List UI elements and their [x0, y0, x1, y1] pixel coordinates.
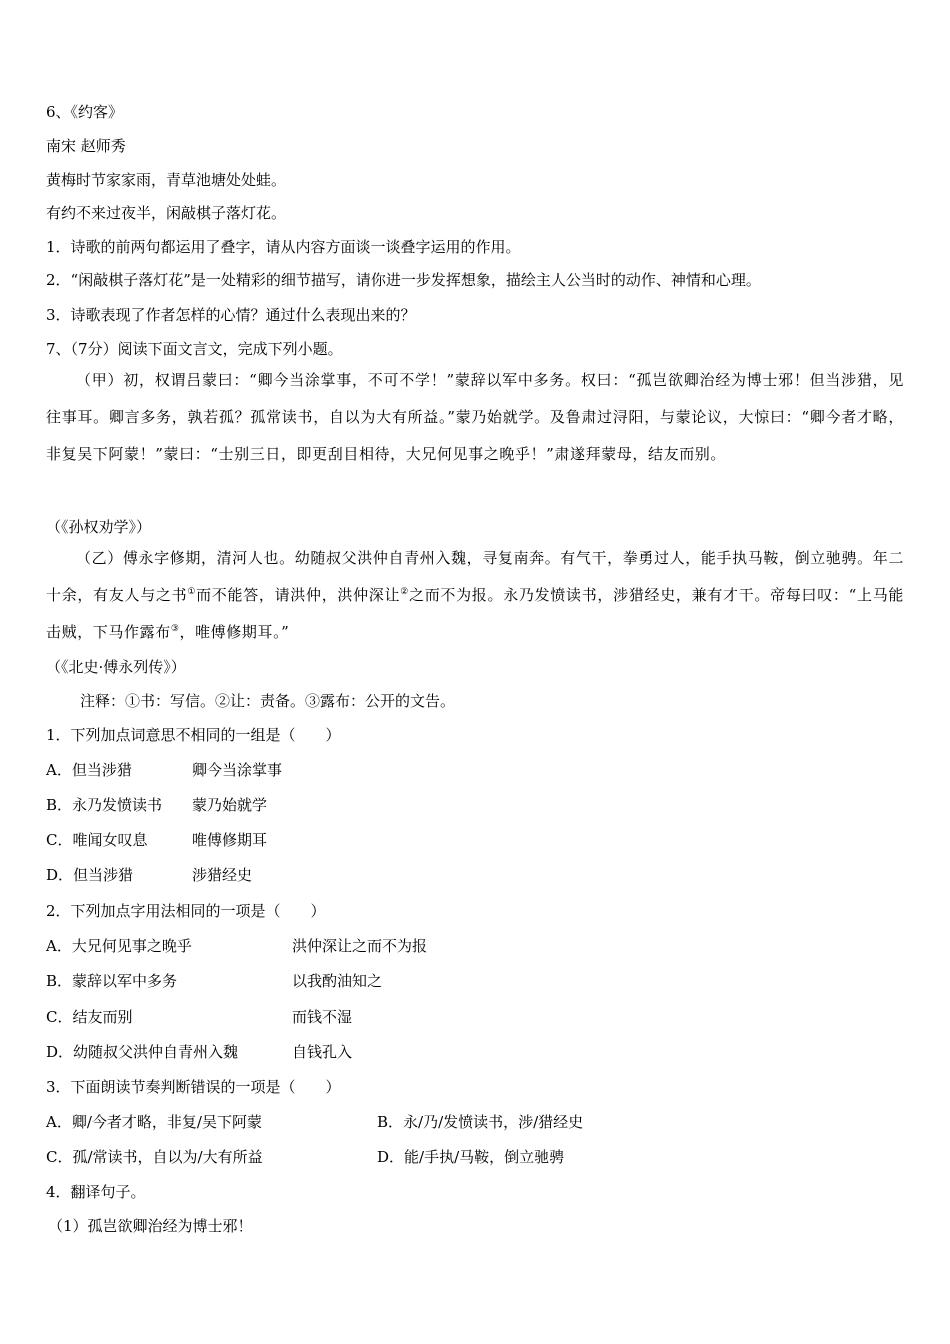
poem-question-2: 2．“闲敲棋子落灯花”是一处精彩的细节描写，请你进一步发挥想象，描绘主人公当时的动作、神情和心理。: [46, 271, 761, 289]
q7-header: 7、（7分）阅读下面文言文，完成下列小题。: [46, 340, 343, 358]
sub3-option-d: D．能/手执/马鞍，倒立驰骋: [377, 1148, 565, 1166]
poem-title: 6、《约客》: [46, 103, 124, 121]
sub3-option-b: B．永/乃/发愤读书，涉/猎经史: [377, 1113, 584, 1131]
annotation-notes: 注释：①书：写信。②让：责备。③露布：公开的文告。: [80, 692, 456, 710]
poem-question-3: 3．诗歌表现了作者怎样的心情？通过什么表现出来的？: [46, 306, 416, 324]
sub1-option-d-right: 涉猎经史: [192, 866, 253, 884]
footnote-mark-3: ③: [170, 624, 180, 634]
sub3-option-c: C．孤/常读书，自以为/大有所益: [46, 1148, 263, 1166]
sub2-option-b-right: 以我酌油知之: [292, 972, 383, 990]
sub2-option-c: C．结友而别: [46, 1008, 133, 1026]
sub2-option-b: B．蒙辞以军中多务: [46, 972, 178, 990]
footnote-mark-2: ②: [400, 587, 409, 597]
poem-question-1: 1．诗歌的前两句都运用了叠字，请从内容方面谈一谈叠字运用的作用。: [46, 238, 521, 256]
sub2-question: 2．下列加点字用法相同的一项是（ ）: [46, 902, 326, 920]
sub4-question: 4．翻译句子。: [46, 1183, 146, 1201]
sub1-option-a-right: 卿今当涂掌事: [192, 761, 283, 779]
source-a: （《孙权劝学》）: [46, 518, 152, 536]
sub4-item-1: （1）孤岂欲卿治经为博士邪！: [48, 1217, 253, 1235]
passage-b: （乙）傅永字修期，清河人也。幼随叔父洪仲自青州入魏，寻复南奔。有气干，拳勇过人，能手执马鞍，倒立驰骋。年二十余，有友人与之书①而不能答，请洪仲，洪仲深让②之而不为报。永乃发愤读书，涉猎经史，兼有才干。帝每曰叹：“上马能击贼，下马作露布③，唯傅修期耳。”: [46, 549, 905, 641]
sub1-option-b: B．永乃发愤读书: [46, 796, 163, 814]
sub2-option-a: A．大兄何见事之晚乎: [46, 937, 192, 955]
passage-a: （甲）初，权谓吕蒙曰：“卿今当涂掌事，不可不学！”蒙辞以军中多务。权曰：“孤岂欲卿治经为博士邪！但当涉猎，见往事耳。卿言多务，孰若孤？孤常读书，自以为大有所益。”蒙乃始就学。及鲁肃过浔阳，与蒙论议，大惊曰：“卿今者才略，非复吴下阿蒙！”蒙曰：“士别三日，即更刮目相待，大兄何见事之晚乎！”肃遂拜蒙母，结友而别。: [46, 371, 904, 463]
sub1-option-c-right: 唯傅修期耳: [192, 831, 268, 849]
poem-line-1: 黄梅时节家家雨，青草池塘处处蛙。: [46, 171, 287, 189]
footnote-mark-1: ①: [187, 587, 197, 597]
sub3-question: 3．下面朗读节奏判断错误的一项是（ ）: [46, 1078, 341, 1096]
sub3-option-a: A．卿/今者才略，非复/吴下阿蒙: [46, 1113, 262, 1131]
sub2-option-d-right: 自钱孔入: [292, 1043, 353, 1061]
sub1-question: 1．下列加点词意思不相同的一组是（ ）: [46, 726, 341, 744]
sub1-option-c: C．唯闻女叹息: [46, 831, 148, 849]
source-b: （《北史·傅永列传》）: [46, 658, 186, 676]
sub2-option-d: D．幼随叔父洪仲自青州入魏: [46, 1043, 239, 1061]
sub1-option-b-right: 蒙乃始就学: [192, 796, 268, 814]
sub1-option-a: A．但当涉猎: [46, 761, 132, 779]
poem-line-2: 有约不来过夜半，闲敲棋子落灯花。: [46, 204, 287, 222]
sub2-option-c-right: 而钱不湿: [292, 1008, 353, 1026]
sub1-option-d: D．但当涉猎: [46, 866, 134, 884]
poem-author: 南宋 赵师秀: [46, 137, 126, 155]
sub2-option-a-right: 洪仲深让之而不为报: [292, 937, 428, 955]
